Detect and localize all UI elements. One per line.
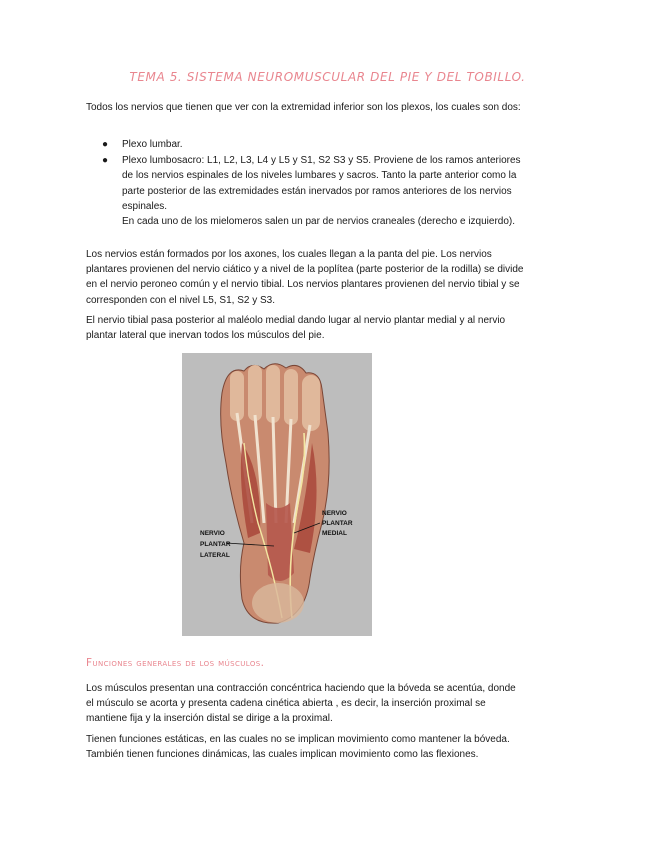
bullet-icon: ●	[102, 139, 109, 150]
functions-text: Tienen funciones estáticas, en las cuales no se implican movimiento como mantener la bóveda. También tienen funciones dinámicas, las cuales implican movimiento como las flexiones.	[86, 734, 510, 761]
label-medial-2: PLANTAR	[322, 520, 353, 527]
foot-illustration	[182, 353, 372, 636]
tibial-text: El nervio tibial pasa posterior al maléolo medial dando lugar al nervio plantar medial y al nervio plantar lateral que inervan todos los músculos del pie.	[86, 315, 506, 342]
heel-shape	[252, 583, 304, 623]
foot-anatomy-figure	[182, 353, 372, 636]
intro-text: Todos los nervios que tienen que ver con la extremidad inferior son los plexos, los cuales son dos:	[86, 102, 521, 113]
label-lateral-2: PLANTAR	[200, 541, 231, 548]
plexus-list	[86, 137, 526, 229]
tibial-paragraph	[86, 313, 526, 343]
toe-shape	[248, 365, 262, 421]
list-item	[86, 153, 526, 229]
bullet-icon: ●	[102, 155, 109, 167]
document-title: TEMA 5. SISTEMA NEUROMUSCULAR DEL PIE Y DEL TOBILLO.	[129, 70, 526, 84]
label-medial-1: NERVIO	[322, 510, 347, 517]
muscles-text: Los músculos presentan una contracción concéntrica haciendo que la bóveda se acentúa, donde el músculo se acorta y presenta cadena cinética abierta , es decir, la inserción proximal se mantiene fija y la inserción distal se dirige a la proximal.	[86, 683, 516, 725]
toe-shape	[302, 375, 320, 431]
label-lateral-3: LATERAL	[200, 552, 230, 559]
list-item-extra: En cada uno de los mielomeros salen un par de nervios craneales (derecho e izquierdo).	[122, 216, 516, 228]
section-title: Funciones generales de los músculos.	[86, 657, 265, 669]
functions-paragraph	[86, 732, 526, 762]
list-item-text: Plexo lumbosacro: L1, L2, L3, L4 y L5 y S1, S2 S3 y S5. Proviene de los ramos anteriores de los nervios espinales de los niveles lumbares y sacros. Tanto la parte anterior como la parte posterior de las extremidades están inervados por ramos anteriores de los nervios espinales.	[122, 155, 521, 212]
muscles-paragraph	[86, 681, 526, 727]
label-medial-3: MEDIAL	[322, 530, 347, 537]
toe-shape	[284, 369, 298, 425]
toe-shape	[266, 365, 280, 423]
nerves-text: Los nervios están formados por los axones, los cuales llegan a la panta del pie. Los nervios plantares provienen del nervio ciático y a nivel de la poplítea (parte posterior de la rodilla) se divide en el nervio peroneo común y el nervio tibial. Los nervios plantares provienen del nervio tibial y se corresponden con el nivel L5, S1, S2 y S3.	[86, 249, 524, 306]
nerves-paragraph	[86, 247, 526, 308]
list-item	[86, 137, 526, 152]
intro-paragraph	[86, 100, 526, 115]
list-item-text: Plexo lumbar.	[122, 139, 183, 150]
label-lateral-1: NERVIO	[200, 530, 225, 537]
